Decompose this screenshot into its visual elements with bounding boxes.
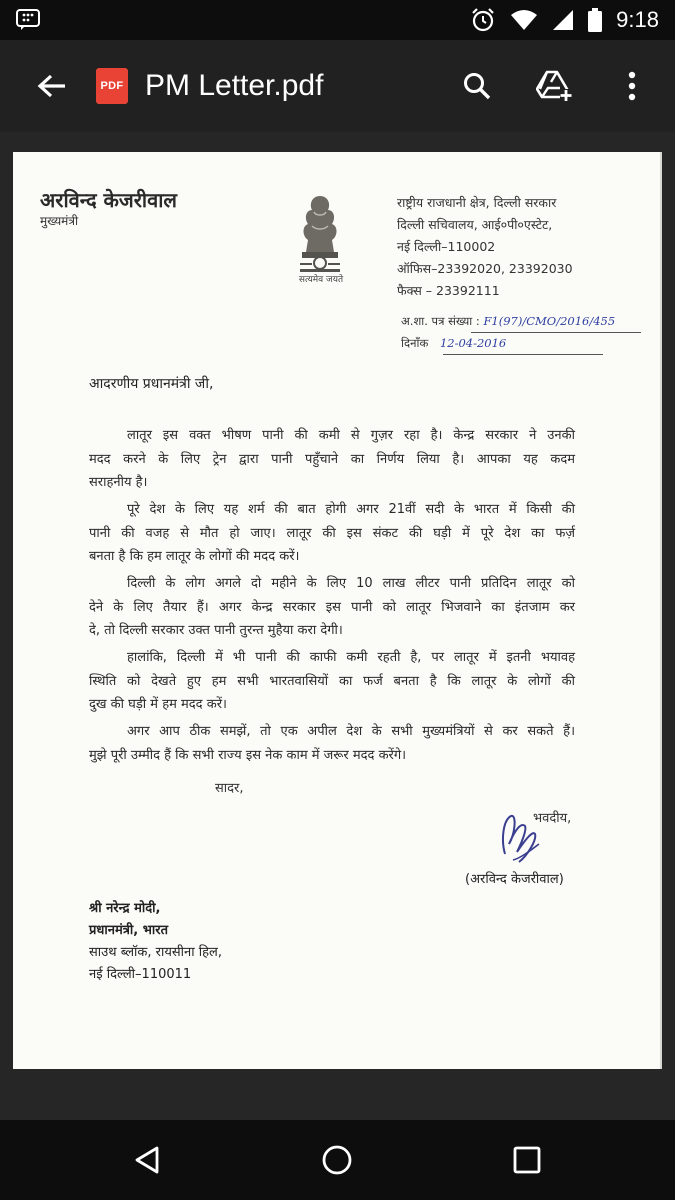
nav-back-button[interactable] <box>125 1138 169 1182</box>
salutation: आदरणीय प्रधानमंत्री जी, <box>89 376 214 392</box>
recipient-address-line: नई दिल्ली–110011 <box>89 967 192 982</box>
letterhead-address-line: ऑफिस–23392020, 23392030 <box>397 261 573 276</box>
date-underline <box>443 354 603 355</box>
clock: 9:18 <box>616 7 659 32</box>
document-title: PM Letter.pdf <box>145 69 324 102</box>
drive-add-icon <box>536 70 572 102</box>
reference-number-label: अ.शा. पत्र संख्या : <box>401 314 480 328</box>
back-triangle-icon <box>133 1145 161 1175</box>
letter-paragraph: अगर आप ठीक समझें, तो एक अपील देश के सभी मुख्यमंत्रियों से कर सकते हैं। मुझे पूरी उम्मीद हैं कि सभी राज्य इस नेक काम में जरूर मदद करेंगे। <box>89 724 575 763</box>
letter-paragraph: दिल्ली के लोग अगले दो महीने के लिए 10 लाख लीटर पानी प्रतिदिन लातूर को देने के लिए तैयार हैं। अगर केन्द्र सरकार इस पानी को लातूर भिजवाने का इंतजाम कर दे, तो दिल्ली सरकार उक्त पानी तुरन्त मुहैया करा देगी। <box>89 576 575 638</box>
wifi-icon <box>510 9 538 31</box>
alarm-icon <box>470 7 496 33</box>
reference-date-value: 12-04-2016 <box>439 336 507 350</box>
reference-number-value: F1(97)/CMO/2016/455 <box>483 314 616 328</box>
app-bar <box>0 40 675 132</box>
battery-icon <box>588 8 602 32</box>
overflow-menu-button[interactable] <box>612 66 652 106</box>
pdf-viewer[interactable] <box>0 132 675 1120</box>
closing-text: सादर, <box>215 781 244 796</box>
reference-underline <box>471 332 641 333</box>
recipient-name: श्री नरेन्द्र मोदी, <box>89 901 161 916</box>
letterhead-address-line: दिल्ली सचिवालय, आई०पी०एस्टेट, <box>397 217 553 232</box>
navigation-bar <box>0 1120 675 1200</box>
nav-recents-button[interactable] <box>505 1138 549 1182</box>
signature-icon <box>491 800 551 870</box>
add-to-drive-button[interactable] <box>534 66 574 106</box>
signal-icon <box>552 9 574 31</box>
letterhead-address-line: नई दिल्ली–110002 <box>397 239 496 254</box>
overflow-menu-icon <box>627 70 637 102</box>
recents-square-icon <box>513 1146 541 1174</box>
recipient-designation: प्रधानमंत्री, भारत <box>89 923 168 938</box>
letter-paragraph: पूरे देश के लिए यह शर्म की बात होगी अगर 21वीं सदी के भारत में किसी की पानी की वजह से मौत हो जाए। लातूर की इस संकट की घड़ी में पूरे देश का फर्ज़ बनता है कि हम लातूर के लोगों की मदद करें। <box>89 502 575 564</box>
pdf-page <box>13 152 662 1069</box>
yours-faithfully: भवदीय, <box>533 811 572 826</box>
national-emblem-icon <box>290 192 350 274</box>
page-edge <box>660 152 662 1069</box>
emblem-motto: सत्यमेव जयते <box>298 275 344 285</box>
signer-name: (अरविन्द केजरीवाल) <box>465 872 564 887</box>
home-circle-icon <box>321 1144 353 1176</box>
nav-home-button[interactable] <box>315 1138 359 1182</box>
letterhead-address-line: राष्ट्रीय राजधानी क्षेत्र, दिल्ली सरकार <box>397 195 557 210</box>
letter-paragraph: लातूर इस वक्त भीषण पानी की कमी से गुज़र रहा है। केन्द्र सरकार ने उनकी मदद करने के लिए ट्रेन द्वारा पानी पहुँचाने का निर्णय लिया है। आपका यह कदम सराहनीय है। <box>89 428 575 490</box>
reference-number <box>401 314 615 329</box>
back-button[interactable] <box>32 66 72 106</box>
reference-date <box>401 336 506 351</box>
letter-paragraph: हालांकि, दिल्ली में भी पानी की काफी कमी रहती है, पर लातूर में इतनी भयावह स्थिति को देखते हुए हम सभी भारतवासियों का फर्ज बनता है कि लातूर के लोगों की दुख की घड़ी में हम मदद करें। <box>89 650 575 712</box>
pdf-file-icon: PDF <box>96 68 128 104</box>
blackberry-messenger-icon <box>16 9 40 31</box>
reference-date-label: दिनाँक <box>401 336 429 350</box>
back-arrow-icon <box>37 73 67 99</box>
letterhead-address-line: फैक्स – 23392111 <box>397 283 500 298</box>
letterhead-name: अरविन्द केजरीवाल <box>40 188 177 212</box>
status-bar <box>0 0 675 40</box>
search-icon <box>462 71 492 101</box>
letterhead-designation: मुख्यमंत्री <box>40 214 79 228</box>
search-button[interactable] <box>457 66 497 106</box>
recipient-address-line: साउथ ब्लॉक, रायसीना हिल, <box>89 945 222 960</box>
